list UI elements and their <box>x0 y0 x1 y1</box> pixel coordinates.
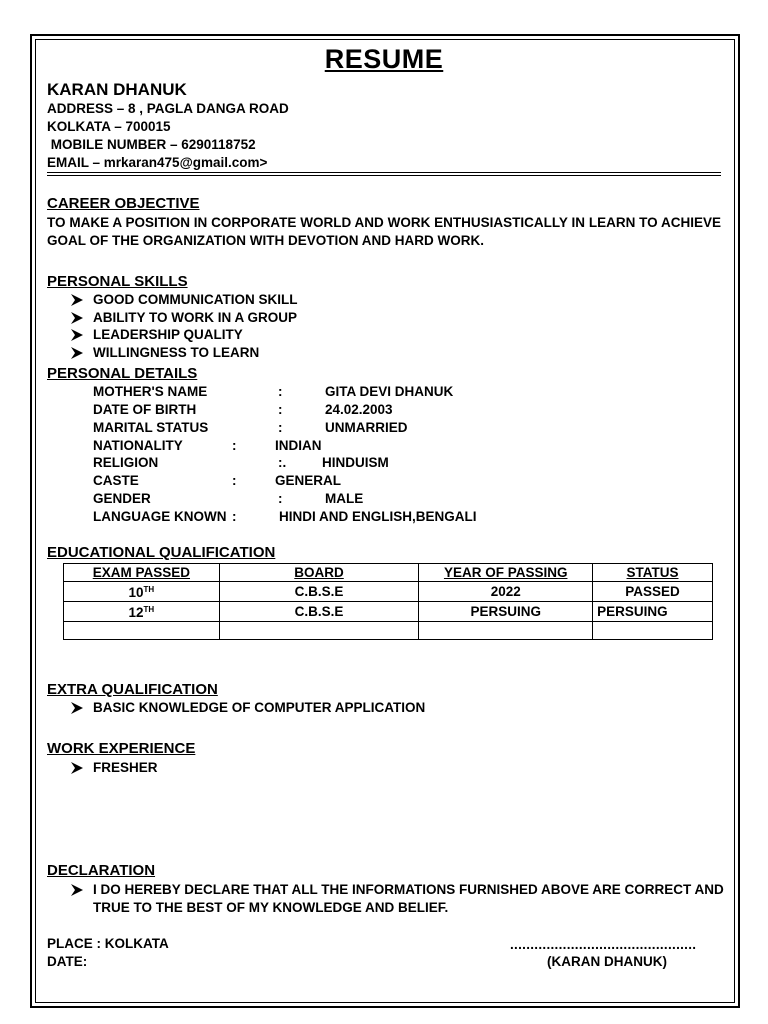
status-cell: PASSED <box>593 582 713 602</box>
skill-item: ABILITY TO WORK IN A GROUP <box>70 310 297 326</box>
skill-item: GOOD COMMUNICATION SKILL <box>70 292 297 308</box>
extra-qualification-item: BASIC KNOWLEDGE OF COMPUTER APPLICATION <box>70 700 425 716</box>
date-line: DATE: <box>47 954 88 969</box>
column-header: STATUS <box>593 564 713 582</box>
education-heading: EDUCATIONAL QUALIFICATION <box>47 544 276 561</box>
table-row <box>64 582 713 602</box>
detail-value: UNMARRIED <box>325 420 408 435</box>
detail-value: HINDI AND ENGLISH,BENGALI <box>279 509 477 524</box>
work-experience-heading: WORK EXPERIENCE <box>47 740 196 757</box>
education-table <box>63 563 713 640</box>
detail-label: MOTHER'S NAME <box>93 384 208 399</box>
extra-qualification-heading: EXTRA QUALIFICATION <box>47 681 218 698</box>
column-header: BOARD <box>219 564 419 582</box>
header-divider-second <box>47 175 721 176</box>
detail-label: NATIONALITY <box>93 438 183 453</box>
work-experience-item: FRESHER <box>70 760 158 776</box>
detail-separator: : <box>278 491 283 506</box>
detail-label: RELIGION <box>93 455 159 470</box>
resume-title: RESUME <box>324 44 444 74</box>
signature-line: .............................................. <box>510 937 697 952</box>
detail-label: CASTE <box>93 473 139 488</box>
column-header: YEAR OF PASSING <box>419 564 593 582</box>
detail-value: MALE <box>325 491 364 506</box>
detail-separator: : <box>232 438 237 453</box>
detail-value: 24.02.2003 <box>325 402 393 417</box>
detail-label: MARITAL STATUS <box>93 420 209 435</box>
declaration-heading: DECLARATION <box>47 862 156 879</box>
skill-item: WILLINGNESS TO LEARN <box>70 345 259 361</box>
detail-separator: : <box>278 402 283 417</box>
career-objective-heading: CAREER OBJECTIVE <box>47 195 200 212</box>
arrow-bullet-icon <box>70 327 93 343</box>
declaration-text-continued: TRUE TO THE BEST OF MY KNOWLEDGE AND BELIEF. <box>93 900 449 915</box>
city-line: KOLKATA – 700015 <box>47 119 171 134</box>
mobile-line: MOBILE NUMBER – 6290118752 <box>47 137 256 152</box>
status-cell: PERSUING <box>593 602 713 622</box>
place-line: PLACE : KOLKATA <box>47 936 169 951</box>
personal-details-heading: PERSONAL DETAILS <box>47 365 198 382</box>
arrow-bullet-icon <box>70 310 93 326</box>
declaration-item: I DO HEREBY DECLARE THAT ALL THE INFORMATIONS FURNISHED ABOVE ARE CORRECT AND <box>70 882 724 898</box>
detail-separator: : <box>278 420 283 435</box>
arrow-bullet-icon <box>70 760 93 776</box>
arrow-bullet-icon <box>70 700 93 716</box>
detail-separator: : <box>232 509 237 524</box>
table-row-empty <box>64 622 713 640</box>
table-header-row <box>64 564 713 582</box>
detail-value: GENERAL <box>275 473 342 488</box>
arrow-bullet-icon <box>70 345 93 361</box>
detail-label: DATE OF BIRTH <box>93 402 197 417</box>
exam-cell: 10TH <box>64 582 220 602</box>
detail-separator: :. <box>278 455 287 470</box>
email-line: EMAIL – mrkaran475@gmail.com> <box>47 155 268 170</box>
detail-value: HINDUISM <box>322 455 389 470</box>
signature-name: (KARAN DHANUK) <box>547 954 667 969</box>
personal-skills-heading: PERSONAL SKILLS <box>47 273 188 290</box>
career-objective-text: TO MAKE A POSITION IN CORPORATE WORLD AND WORK ENTHUSIASTICALLY IN LEARN TO ACHIEVE GOAL OF THE ORGANIZATION WITH DEVOTION AND HARD WORK. <box>47 215 721 248</box>
skill-item: LEADERSHIP QUALITY <box>70 327 243 343</box>
exam-cell: 12TH <box>64 602 220 622</box>
detail-separator: : <box>232 473 237 488</box>
detail-label: GENDER <box>93 491 151 506</box>
detail-label: LANGUAGE KNOWN <box>93 509 227 524</box>
column-header: EXAM PASSED <box>64 564 220 582</box>
year-cell: 2022 <box>419 582 593 602</box>
detail-separator: : <box>278 384 283 399</box>
arrow-bullet-icon <box>70 292 93 308</box>
table-row <box>64 602 713 622</box>
detail-value: GITA DEVI DHANUK <box>325 384 454 399</box>
header-divider <box>47 172 721 173</box>
address-line: ADDRESS – 8 , PAGLA DANGA ROAD <box>47 101 289 116</box>
year-cell: PERSUING <box>419 602 593 622</box>
board-cell: C.B.S.E <box>219 582 419 602</box>
arrow-bullet-icon <box>70 882 93 898</box>
board-cell: C.B.S.E <box>219 602 419 622</box>
detail-value: INDIAN <box>275 438 322 453</box>
candidate-name: KARAN DHANUK <box>47 80 187 99</box>
